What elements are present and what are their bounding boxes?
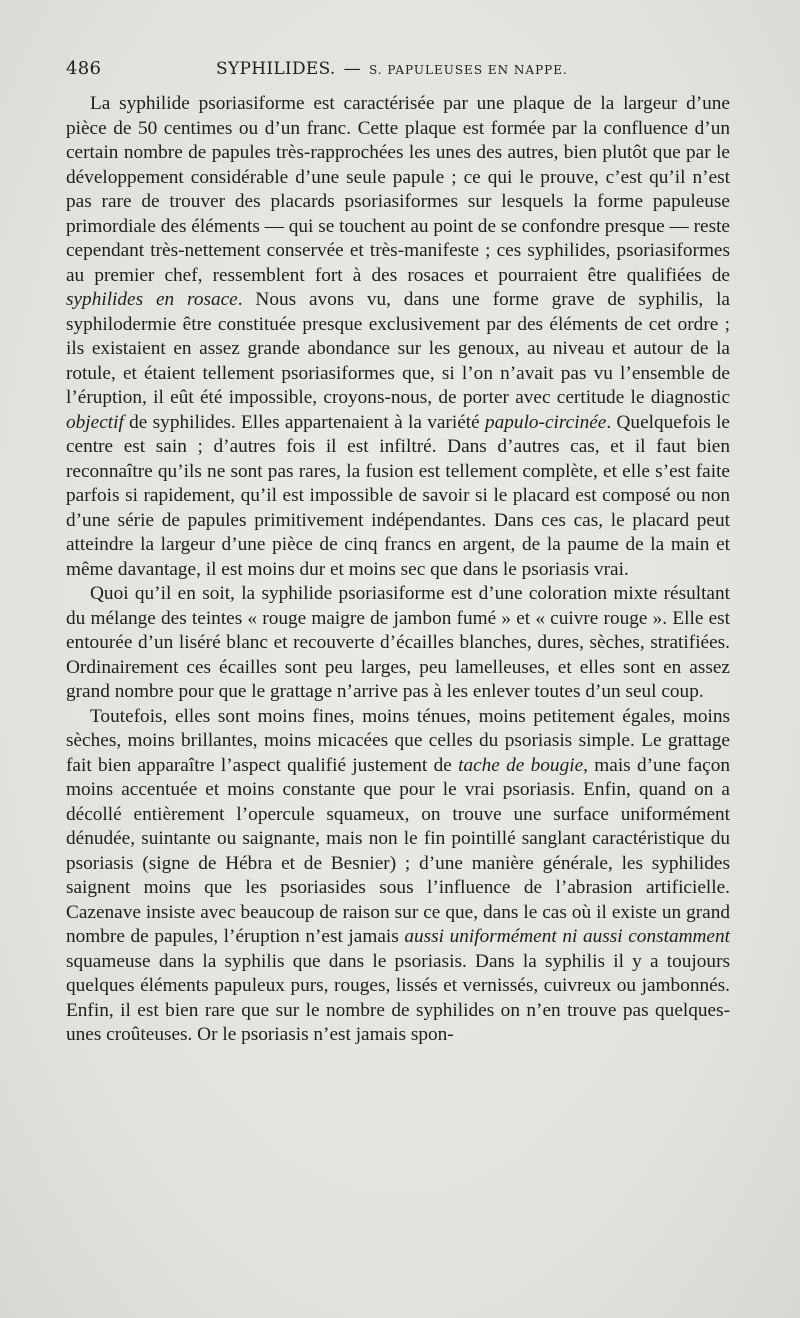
body-text (66, 92, 730, 1048)
running-title (216, 59, 730, 79)
text-run: . Quelquefois le centre est sain ; d’autres fois il est infiltré. Dans d’autres cas, et il faut bien reconnaître qu’ils ne sont pas rares, la fusion est tellement complète, et elle s’est faite parfois si rapidement, qu’il est impossible de savoir si le placard est composé ou non d’une série de papules primitivement indépendantes. Dans ces cas, le placard peut atteindre la largeur d’une pièce de cinq francs en argent, de la paume de la main et même davantage, il est moins dur et moins sec que dans le psoriasis vrai. (66, 411, 730, 580)
page-number: 486 (66, 58, 102, 79)
running-header (66, 58, 730, 92)
text-run: de syphilides. Elles appartenaient à la variété (123, 411, 485, 433)
paragraph (66, 705, 730, 1048)
paragraph (66, 582, 730, 705)
running-title-dash: — (343, 59, 361, 79)
running-title-main: SYPHILIDES. (216, 59, 336, 79)
text-run: , mais d’une façon moins accentuée et moins constante que pour le vrai psoriasis. Enfin, quand on a décollé entièrement l’opercule squameux, on trouve une surface uniformément dénudée, suintante ou saignante, mais non le fin pointillé sanglant caractéristique du psoriasis (signe de Hébra et de Besnier) ; d’une manière générale, les syphilides saignent moins que les psoriasides sous l’influence de l’abrasion artificielle. Cazenave insiste avec beaucoup de raison sur ce que, dans le cas où il existe un grand nombre de papules, l’éruption n’est jamais (66, 754, 731, 947)
italic-run: syphilides en rosace (66, 289, 238, 310)
running-title-sub: S. PAPULEUSES EN NAPPE. (368, 63, 568, 77)
text-run: squameuse dans la syphilis que dans le psoriasis. Dans la syphilis il y a toujours quelques éléments papuleux purs, rouges, lissés et vernissés, cuivreux ou jambonnés. Enfin, il est bien rare que sur le nombre de syphilides on n’en trouve pas quelques-unes croûteuses. Or le psoriasis n’est jamais spon- (66, 950, 730, 1045)
italic-run: aussi uniformément ni aussi constamment (404, 926, 730, 947)
text-run: . Nous avons vu, dans une forme grave de syphilis, la syphilodermie être constituée presque exclusivement par des éléments de cet ordre ; ils existaient en assez grande abondance sur les genoux, au niveau et autour de la rotule, et étaient tellement psoriasiformes que, si l’on n’avait pas vu l’ensemble de l’éruption, il eût été impossible, croyons-nous, de porter avec certitude le diagnostic (66, 289, 730, 408)
paragraph (66, 92, 730, 582)
text-run: La syphilide psoriasiforme est caractérisée par une plaque de la largeur d’une pièce de 50 centimes ou d’un franc. Cette plaque est formée par la confluence d’un certain nombre de papules très-rapprochées les unes des autres, bien plutôt que par le développement considérable d’une seule papule ; ce qui le prouve, c’est qu’il n’est pas rare de trouver des placards psoriasiformes sur lesquels la forme papuleuse primordiale des éléments — qui se touchent au point de se confondre presque — reste cependant très-nettement conservée et très-manifeste ; ces syphilides, psoriasiformes au premier chef, ressemblent fort à des rosaces et pourraient être qualifiées de (66, 93, 730, 286)
italic-run: tache de bougie (458, 754, 584, 776)
italic-run: papulo-circinée (485, 411, 607, 433)
text-run: Quoi qu’il en soit, la syphilide psoriasiforme est d’une coloration mixte résultant du mélange des teintes « rouge maigre de jambon fumé » et « cuivre rouge ». Elle est entourée d’un liséré blanc et recouverte d’écailles blanches, dures, sèches, stratifiées. Ordinairement ces écailles sont peu larges, peu lamelleuses, et elles sont en assez grand nombre pour que le grattage n’arrive pas à les enlever toutes d’un seul coup. (66, 583, 730, 702)
italic-run: objectif (66, 411, 124, 433)
text-run: Toutefois, elles sont moins fines, moins ténues, moins petitement égales, moins sèches, moins brillantes, moins micacées que celles du psoriasis simple. Le grattage fait bien apparaître l’aspect qualifié justement de (66, 705, 730, 776)
